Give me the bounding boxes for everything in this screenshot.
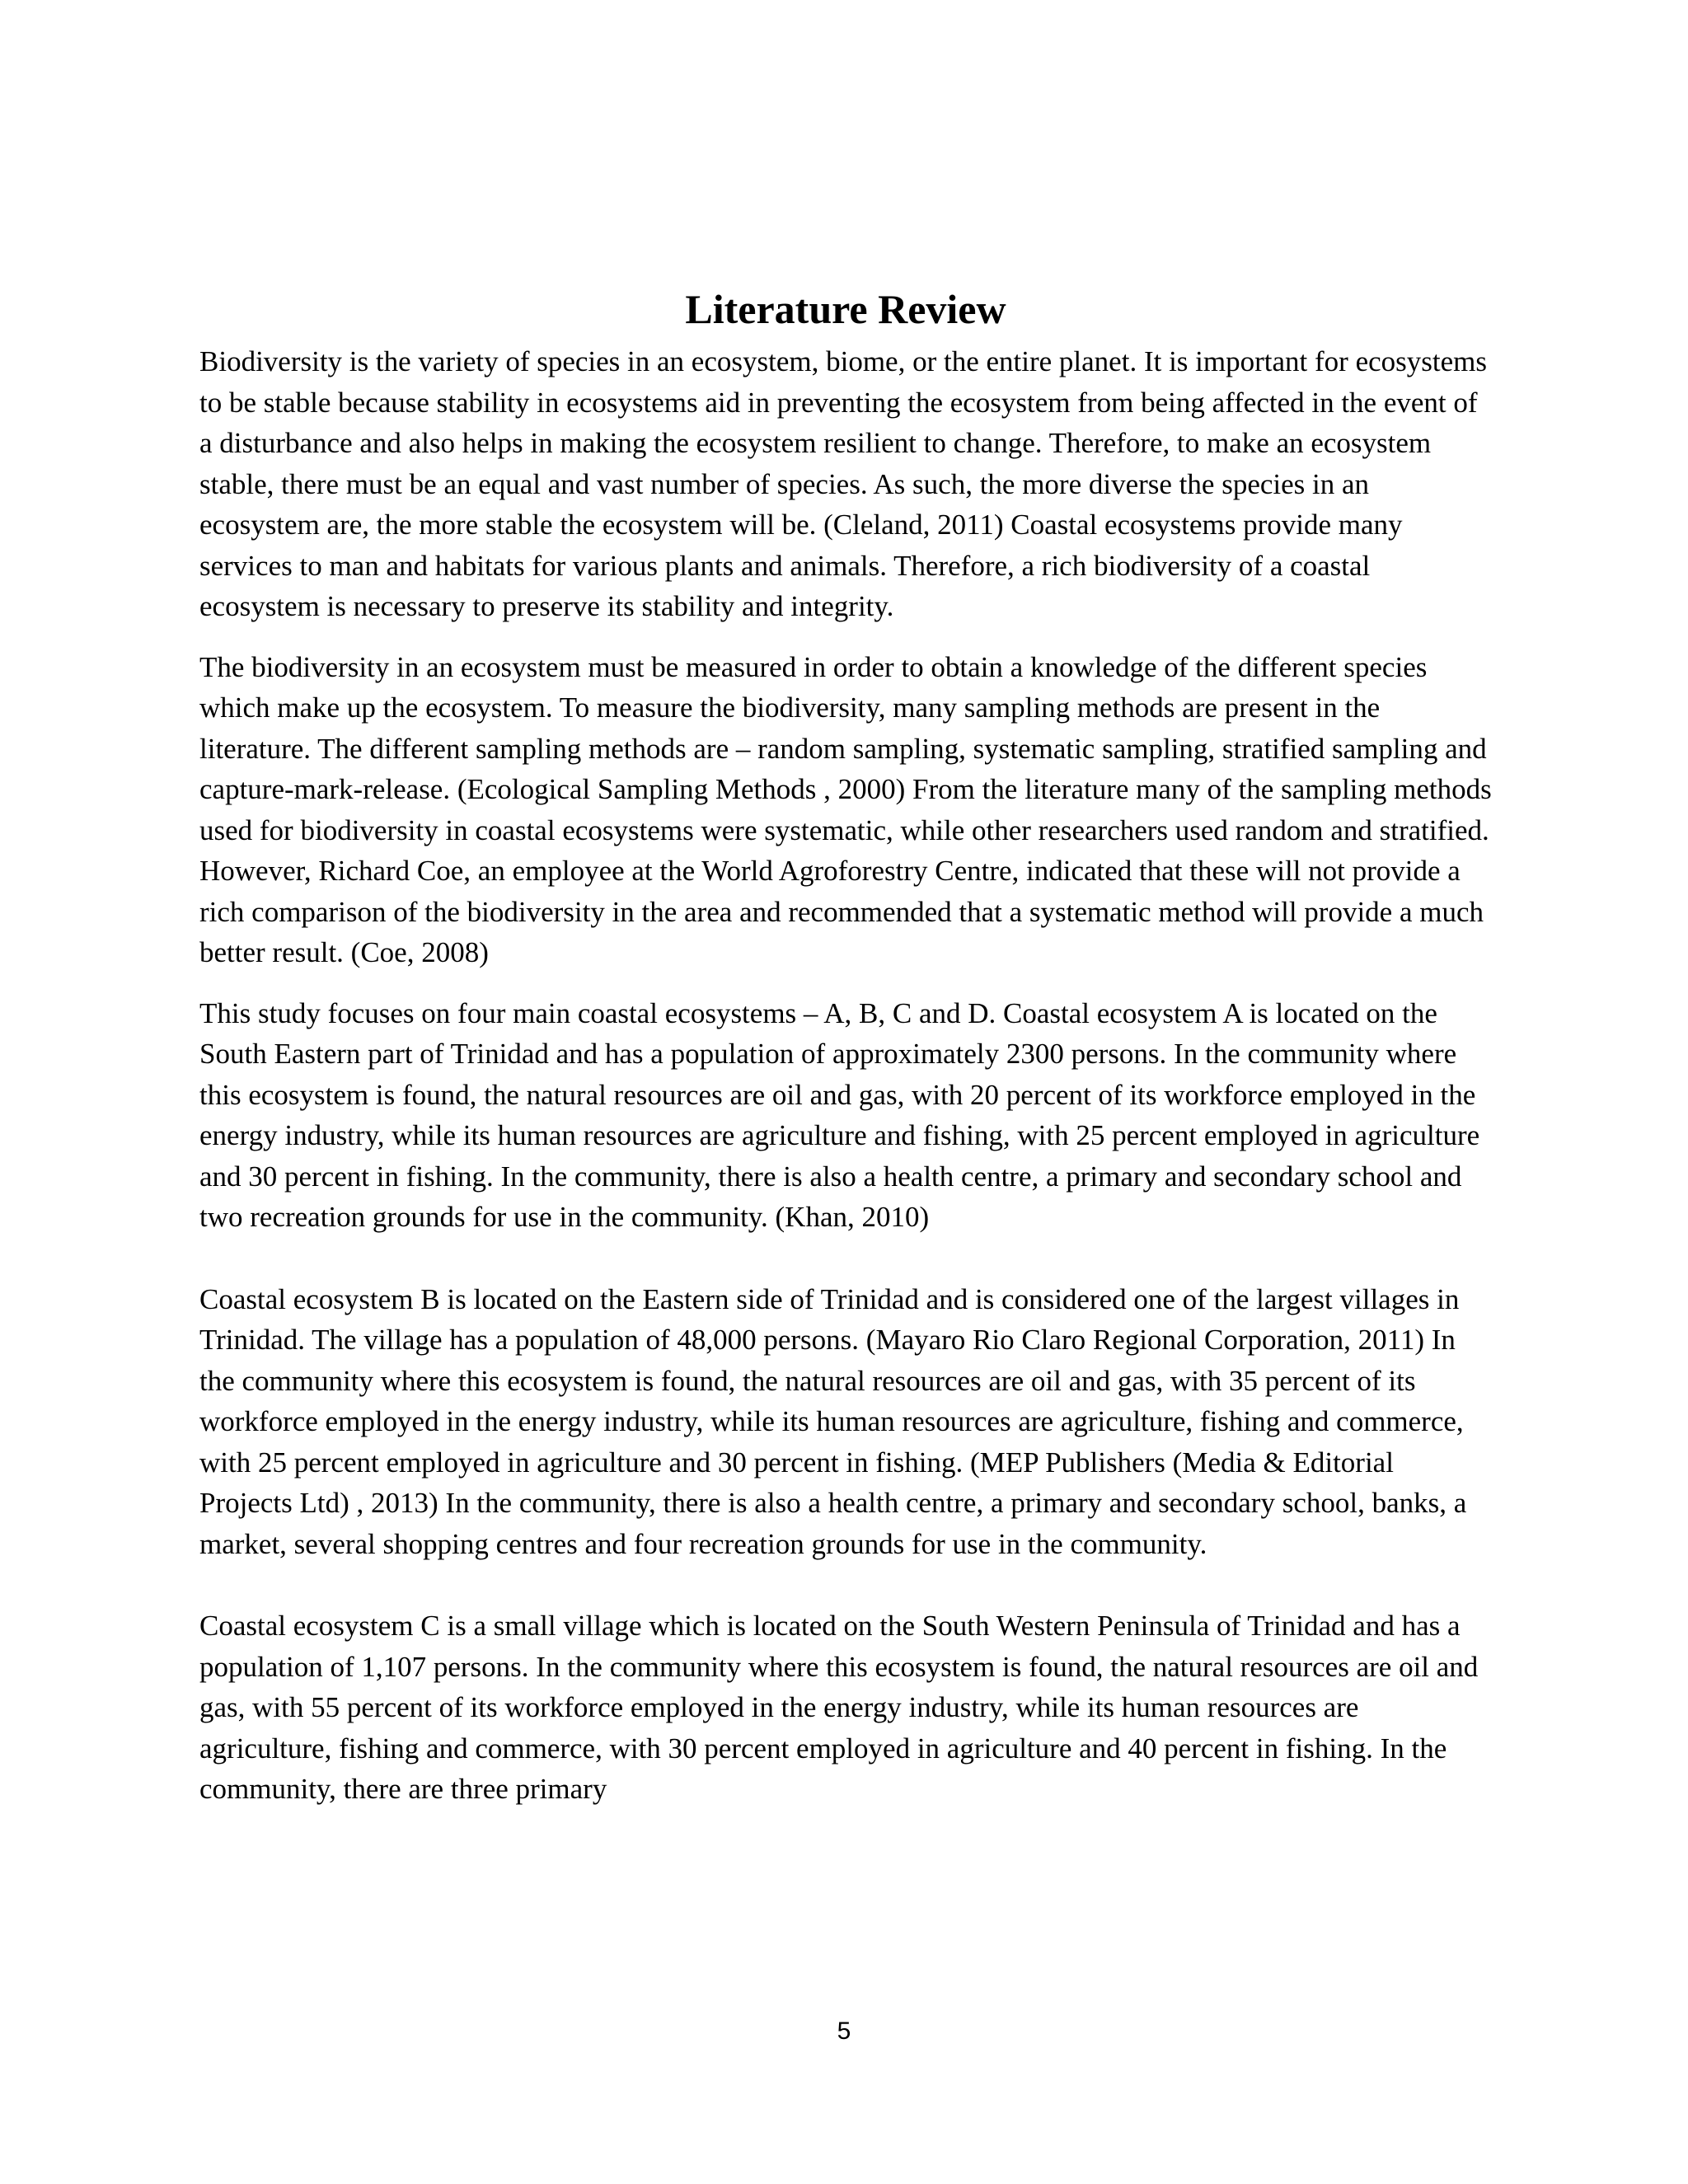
page-content xyxy=(199,280,1492,1810)
page-number: 5 xyxy=(837,2018,851,2045)
page-title: Literature Review xyxy=(685,286,1006,332)
paragraph-ecosystem-c: Coastal ecosystem C is a small village which is located on the South Western Peninsula of Trinidad and has a population of 1,107 persons. In the community where this ecosystem is found, the natural resources are oil and gas, with 55 percent of its workforce employed in the energy industry, while its human resources are agriculture, fishing and commerce, with 30 percent employed in agriculture and 40 percent in fishing. In the community, there are three primary xyxy=(199,1610,1479,1805)
paragraph-ecosystem-a: This study focuses on four main coastal ecosystems – A, B, C and D. Coastal ecosystem A is located on the South Eastern part of Trinidad and has a population of approximately 2300 persons. In the community where this ecosystem is found, the natural resources are oil and gas, with 20 percent of its workforce employed in the energy industry, while its human resources are agriculture and fishing, with 25 percent employed in agriculture and 30 percent in fishing. In the community, there is also a health centre, a primary and secondary school and two recreation grounds for use in the community. (Khan, 2010) xyxy=(199,996,1480,1233)
paragraph-ecosystem-b: Coastal ecosystem B is located on the Eastern side of Trinidad and is considered one of the largest villages in Trinidad. The village has a population of 48,000 persons. (Mayaro Rio Claro Regional Corporation, 2011) In the community where this ecosystem is found, the natural resources are oil and gas, with 35 percent of its workforce employed in the energy industry, while its human resources are agriculture, fishing and commerce, with 25 percent employed in agriculture and 30 percent in fishing. (MEP Publishers (Media & Editorial Projects Ltd) , 2013) In the community, there is also a health centre, a primary and secondary school, banks, a market, several shopping centres and four recreation grounds for use in the community. xyxy=(199,1282,1467,1560)
paragraph-sampling-methods: The biodiversity in an ecosystem must be measured in order to obtain a knowledge of the different species which make up the ecosystem. To measure the biodiversity, many sampling methods are present in the literature. The different sampling methods are – random sampling, systematic sampling, stratified sampling and capture-mark-release. (Ecological Sampling Methods , 2000) From the literature many of the sampling methods used for biodiversity in coastal ecosystems were systematic, while other researchers used random and stratified. However, Richard Coe, an employee at the World Agroforestry Centre, indicated that these will not provide a rich comparison of the biodiversity in the area and recommended that a systematic method will provide a much better result. (Coe, 2008) xyxy=(199,650,1492,968)
paragraph-biodiversity-definition: Biodiversity is the variety of species in an ecosystem, biome, or the entire planet. It is important for ecosystems to be stable because stability in ecosystems aid in preventing the ecosystem from being affected in the event of a disturbance and also helps in making the ecosystem resilient to change. Therefore, to make an ecosystem stable, there must be an equal and vast number of species. As such, the more diverse the species in an ecosystem are, the more stable the ecosystem will be. (Cleland, 2011) Coastal ecosystems provide many services to man and habitats for various plants and animals. Therefore, a rich biodiversity of a coastal ecosystem is necessary to preserve its stability and integrity. xyxy=(199,345,1487,622)
